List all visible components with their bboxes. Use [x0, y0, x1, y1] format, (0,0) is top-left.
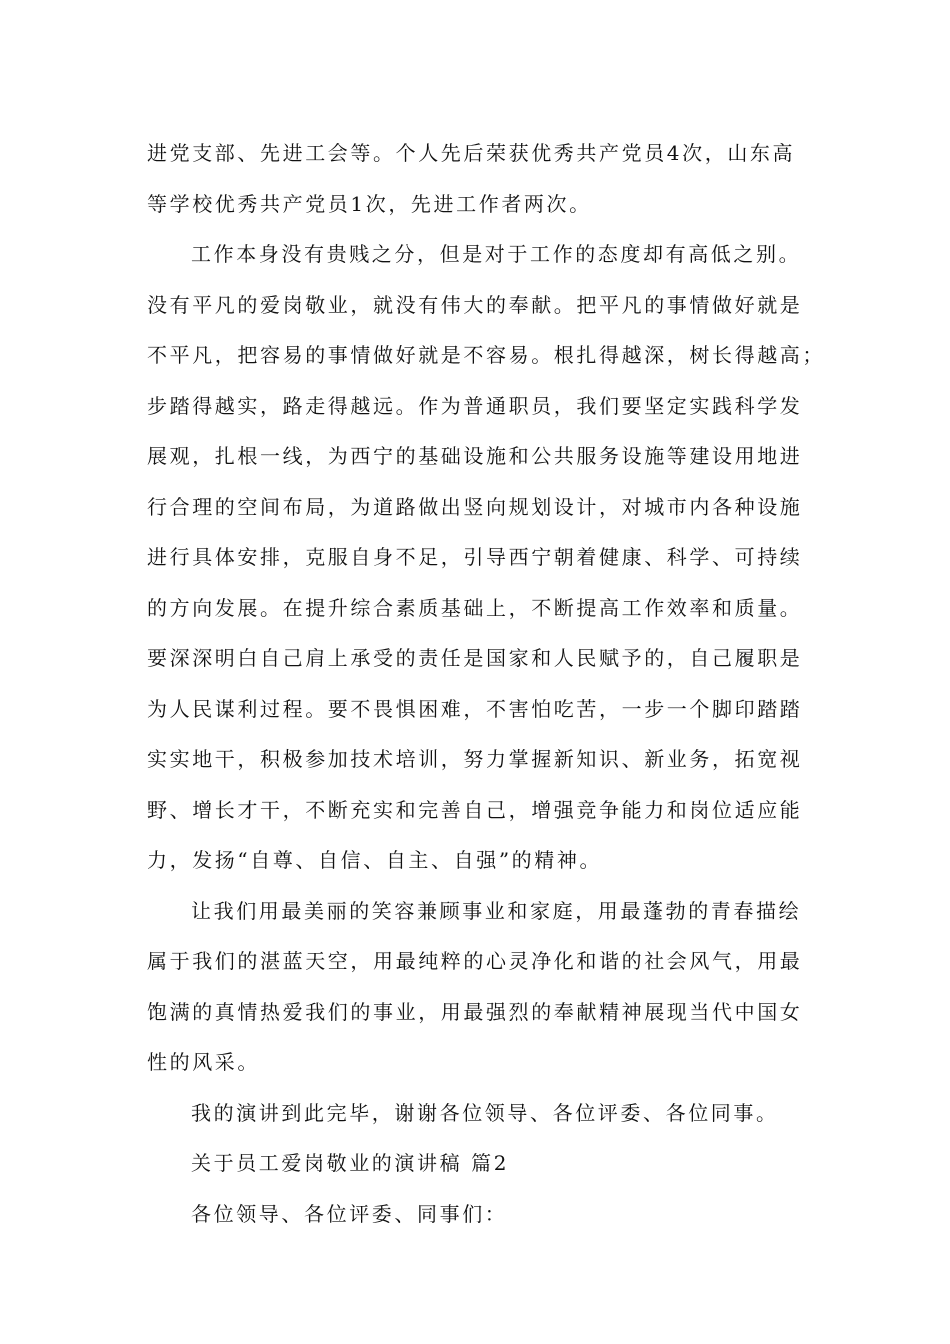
text-line: 的方向发展。在提升综合素质基础上，不断提高工作效率和质量。 — [147, 595, 803, 620]
text-line: 要深深明白自己肩上承受的责任是国家和人民赋予的，自己履职是 — [147, 646, 803, 670]
text-line: 性的风采。 — [147, 1050, 260, 1074]
section-heading: 关于员工爱岗敬业的演讲稿 篇2 — [191, 1151, 510, 1175]
text-line: 野、增长才干，不断充实和完善自己，增强竞争能力和岗位适应能 — [147, 797, 803, 822]
salutation-line: 各位领导、各位评委、同事们： — [191, 1201, 508, 1226]
text-line: 饱满的真情热爱我们的事业，用最强烈的奉献精神展现当代中国女 — [147, 999, 803, 1024]
document-body — [147, 128, 825, 1239]
text-line: 实实地干，积极参加技术培训，努力掌握新知识、新业务，拓宽视 — [147, 747, 803, 771]
text-line: 等学校优秀共产党员1次，先进工作者两次。 — [147, 191, 592, 216]
text-line: 为人民谋利过程。要不畏惧困难，不害怕吃苦，一步一个脚印踏踏 — [147, 696, 803, 721]
text-line: 展观，扎根一线，为西宁的基础设施和公共服务设施等建设用地进 — [147, 444, 803, 468]
text-line: 进党支部、先进工会等。个人先后荣获优秀共产党员4次，山东高 — [147, 141, 796, 165]
text-line: 属于我们的湛蓝天空，用最纯粹的心灵净化和谐的社会风气，用最 — [147, 949, 803, 973]
text-line: 行合理的空间布局，为道路做出竖向规划设计，对城市内各种设施 — [147, 494, 803, 519]
text-line: 步踏得越实，路走得越远。作为普通职员，我们要坚定实践科学发 — [147, 393, 803, 418]
paragraph-start-line: 让我们用最美丽的笑容兼顾事业和家庭，用最蓬勃的青春描绘 — [191, 898, 802, 923]
text-line: 没有平凡的爱岗敬业，就没有伟大的奉献。把平凡的事情做好就是 — [147, 292, 803, 317]
paragraph-start-line: 工作本身没有贵贱之分，但是对于工作的态度却有高低之别。 — [191, 242, 802, 266]
text-line: 不平凡，把容易的事情做好就是不容易。根扎得越深，树长得越高； — [147, 343, 825, 367]
text-line: 力，发扬“自尊、自信、自主、自强”的精神。 — [147, 848, 603, 872]
text-line: 进行具体安排，克服自身不足，引导西宁朝着健康、科学、可持续 — [147, 545, 803, 569]
closing-line: 我的演讲到此完毕，谢谢各位领导、各位评委、各位同事。 — [191, 1100, 779, 1125]
